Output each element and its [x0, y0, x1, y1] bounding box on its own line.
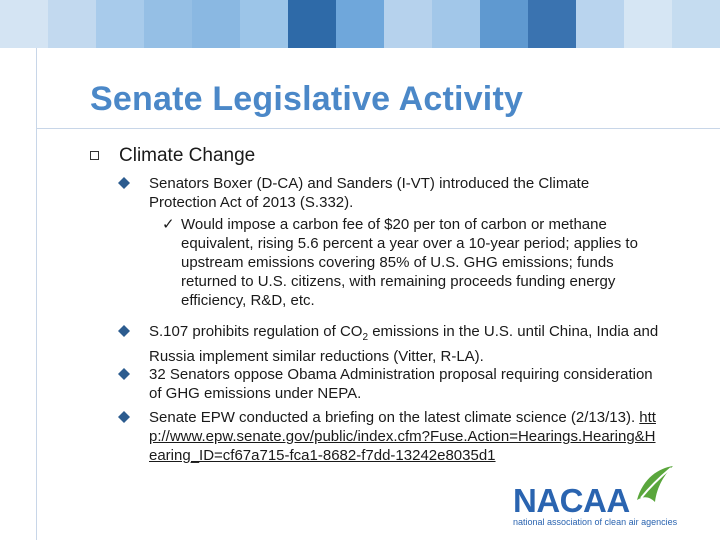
bullet-text-part: Senate EPW conducted a briefing on the latest climate science (2/13/13).	[149, 409, 636, 426]
subscript: 2	[362, 332, 369, 343]
header-tile	[624, 0, 672, 48]
logo-wordmark: NACAA	[513, 482, 630, 519]
header-tile	[144, 0, 192, 48]
diamond-bullet-icon	[118, 177, 130, 189]
briefing-link[interactable]: http://www.epw.senate.gov/public/index.cfm?Fuse.Action=Hearings.Hearing&Hearing_ID=cf67a715-fca1-8682-f7dd-13242e8035d1	[149, 409, 656, 464]
header-tile	[192, 0, 240, 48]
checkmark-icon: ✓	[162, 216, 175, 233]
header-tile	[240, 0, 288, 48]
section-heading-text: Climate Change	[119, 145, 256, 166]
sub-bullet-text: Would impose a carbon fee of $20 per ton of carbon or methane equivalent, rising 5.6 percent a year over a 10-year period; applies to upstream emissions covering 85% of U.S. GHG emissions; funds returned to U.S. citizens, with remaining proceeds funding energy efficiency, R&D, etc.	[181, 216, 638, 309]
bullet-text-part: emissions in the U.S. until China, India and Russia implement similar reductions (Vitter, R-LA).	[149, 323, 659, 365]
nacaa-logo	[513, 462, 709, 532]
bullet-text	[149, 408, 659, 465]
title-underline	[36, 128, 720, 129]
header-tile	[0, 0, 48, 48]
header-tile	[288, 0, 336, 48]
header-tile	[576, 0, 624, 48]
header-tile	[336, 0, 384, 48]
diamond-bullet-icon	[118, 368, 130, 380]
bullet-text: Senators Boxer (D-CA) and Sanders (I-VT) introduced the Climate Protection Act of 2013 (S.332).	[149, 175, 590, 211]
diamond-bullet-icon	[118, 325, 130, 337]
header-tile	[672, 0, 720, 48]
header-tile	[384, 0, 432, 48]
square-bullet-icon	[90, 151, 99, 160]
header-tile	[96, 0, 144, 48]
bullet-text: 32 Senators oppose Obama Administration proposal requiring consideration of GHG emissions under NEPA.	[149, 366, 653, 402]
bullet-text	[149, 322, 659, 366]
header-tile	[48, 0, 96, 48]
left-divider-line	[36, 48, 37, 540]
slide-title: Senate Legislative Activity	[90, 80, 524, 118]
header-tile	[432, 0, 480, 48]
bullet-text-part: S.107 prohibits regulation of CO	[149, 323, 363, 340]
diamond-bullet-icon	[118, 411, 130, 423]
logo-tagline: national association of clean air agencies	[513, 517, 678, 527]
header-tile	[528, 0, 576, 48]
header-tile	[480, 0, 528, 48]
header-tile-strip	[0, 0, 720, 48]
leaf-swoosh-icon	[633, 464, 675, 506]
